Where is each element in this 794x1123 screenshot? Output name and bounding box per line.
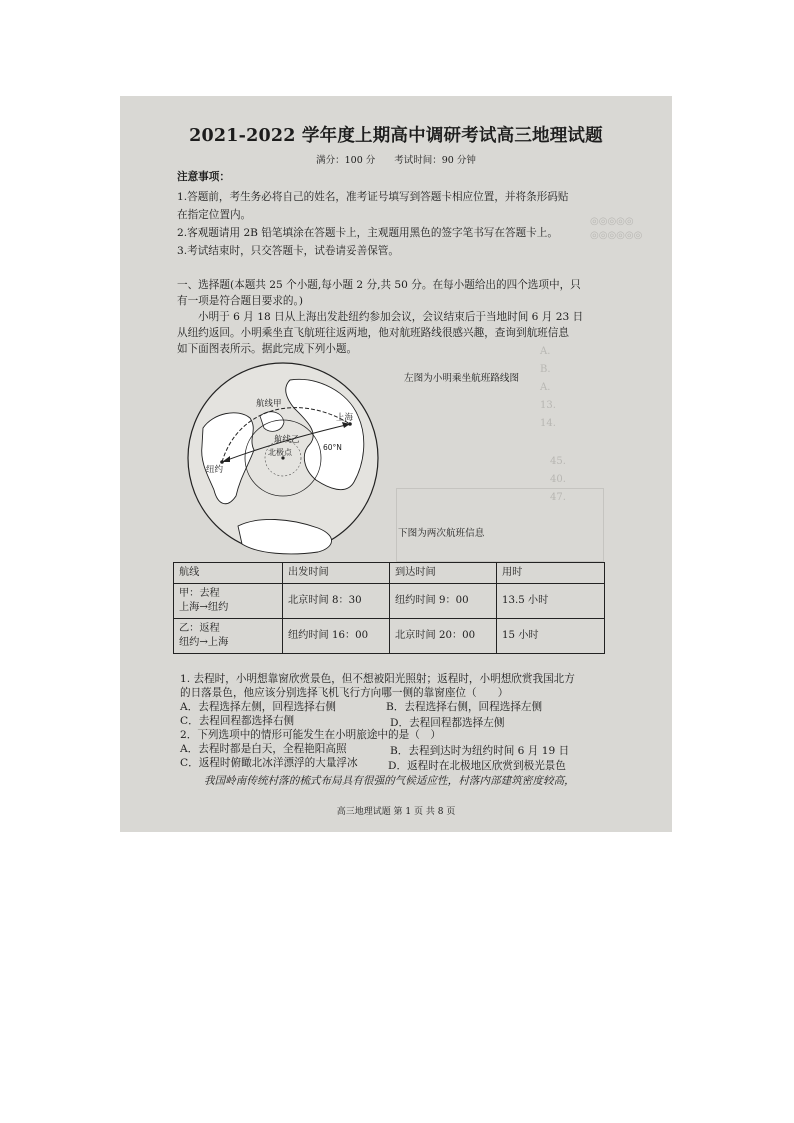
notice-item: 2.客观题请用 2B 铅笔填涂在答题卡上，主观题用黑色的签字笔书写在答题卡上。 xyxy=(177,227,558,239)
section-heading: 一、选择题(本题共 25 个小题,每小题 2 分,共 50 分。在每小题给出的四个选项中，只 xyxy=(177,279,581,291)
latitude-label: 60°N xyxy=(323,443,342,452)
duration-cell: 15 小时 xyxy=(497,619,605,654)
question-1-stem: 的日落景色，他应该分别选择飞机飞行方向哪一侧的靠窗座位（ ） xyxy=(180,687,509,699)
north-pole-label: 北极点 xyxy=(268,448,292,457)
intro-text: 从纽约返回。小明乘坐直飞航班往返两地，他对航班路线很感兴趣，查询到航班信息 xyxy=(177,327,569,339)
route-b-label: 航线乙 xyxy=(274,435,300,445)
route-path: 上海→纽约 xyxy=(179,602,229,613)
page-footer: 高三地理试题 第 1 页 共 8 页 xyxy=(336,807,456,817)
notice-heading: 注意事项： xyxy=(177,171,230,183)
notice-item: 3.考试结束时，只交答题卡，试卷请妥善保管。 xyxy=(177,245,399,257)
option-b: B．去程到达时为纽约时间 6 月 19 日 xyxy=(390,745,570,757)
option-a: A．去程时都是白天，全程艳阳高照 xyxy=(180,743,347,755)
exam-paper-photo: ◎◎◎◎◎ ◎◎◎◎◎◎ A. B. A. 13. 14. 45. 40. 47. 2021-2022 学年度上期高中调研考试高三地理试题 满分：100 分 考试时间：90 分钟 注意事项： 1.答题前，考生务必将自己的姓名，准考证号填写到答题卡相应位置，并将条形码贴 在指定位置内。 2.客观题请用 2B 铅笔填涂在答题卡上，主观题用黑色的签字笔书写在答题卡上。 3.考试结束时，只交答题卡，试卷请妥善保管。 一、选择题(本题共 25 个小题,每小题 2 分,共 50 分。在每小题给出的四个选项中，只 有一项是符合题目要求的。) 小明于 6 月 18 日从上海出发赴纽约参加会议，会议结束后于当地时间 6 月 23 日 从纽约返回。小明乘坐直飞航班往返两地，他对航班路线很感兴趣，查询到航班信息 如下面图表所示。据此完成下列小题。 航线甲 航线乙 上海 纽约 北极点 60°N 左图为小明乘坐航班路线图 下图为两次航班信息 航线 出发时间 到达时间 用时 甲：去程 上海→纽约 北京时间 8：30 纽约时间 9：00 13.5 小时 乙：返程 纽约→上海 纽约时间 16：00 北京时间 20：00 15 小时 1. 去程时，小明想靠窗欣赏景色，但不想被阳光照射；返程时，小明想欣赏我国北方 的日落景色，他应该分别选择飞机飞行方向哪一侧的靠窗座位（ ） A．去程选择左侧，回程选择右侧 B．去程选择右侧，回程选择左侧 C．去程回程都选择右侧 D．去程回程都选择左侧 2．下列选项中的情形可能发生在小明旅途中的是（ ） A．去程时都是白天，全程艳阳高照 B．去程到达时为纽约时间 6 月 19 日 C．返程时俯瞰北冰洋漂浮的大量浮冰 D．返程时在北极地区欣赏到极光景色 我国岭南传统村落的梳式布局具有很强的气候适应性，村落内部建筑密度较高， 高三地理试题 第 1 页 共 8 页 xyxy=(120,96,672,832)
intro-text: 如下面图表所示。据此完成下列小题。 xyxy=(177,343,358,355)
flight-info-table xyxy=(173,562,605,654)
route-cell xyxy=(174,619,283,654)
notice-item: 在指定位置内。 xyxy=(177,209,252,221)
arrive-cell: 纽约时间 9：00 xyxy=(390,584,497,619)
table-header-row xyxy=(174,563,605,584)
table-header: 用时 xyxy=(497,563,605,584)
table-header: 到达时间 xyxy=(390,563,497,584)
next-passage: 我国岭南传统村落的梳式布局具有很强的气候适应性，村落内部建筑密度较高， xyxy=(204,775,575,787)
newyork-label: 纽约 xyxy=(206,465,224,475)
duration-cell: 13.5 小时 xyxy=(497,584,605,619)
route-a-label: 航线甲 xyxy=(256,399,282,409)
route-name: 甲：去程 xyxy=(179,588,220,599)
table-caption: 下图为两次航班信息 xyxy=(398,528,485,539)
option-c: C．去程回程都选择右侧 xyxy=(180,715,295,727)
table-row xyxy=(174,584,605,619)
exam-title: 2021-2022 学年度上期高中调研考试高三地理试题 xyxy=(189,126,603,146)
polar-route-map xyxy=(178,358,388,558)
table-header: 出发时间 xyxy=(283,563,390,584)
notice-item: 1.答题前，考生务必将自己的姓名，准考证号填写到答题卡相应位置，并将条形码贴 xyxy=(177,191,569,203)
route-path: 纽约→上海 xyxy=(179,637,229,648)
arrive-cell: 北京时间 20：00 xyxy=(390,619,497,654)
depart-cell: 纽约时间 16：00 xyxy=(283,619,390,654)
question-2-stem: 2．下列选项中的情形可能发生在小明旅途中的是（ ） xyxy=(180,729,441,741)
option-a: A．去程选择左侧，回程选择右侧 xyxy=(180,701,336,713)
question-1-stem: 1. 去程时，小明想靠窗欣赏景色，但不想被阳光照射；返程时，小明想欣赏我国北方 xyxy=(180,673,575,685)
route-cell xyxy=(174,584,283,619)
table-row xyxy=(174,619,605,654)
depart-cell: 北京时间 8：30 xyxy=(283,584,390,619)
shanghai-label: 上海 xyxy=(336,413,354,423)
route-name: 乙：返程 xyxy=(179,623,220,634)
option-d: D．返程时在北极地区欣赏到极光景色 xyxy=(388,760,566,772)
option-c: C．返程时俯瞰北冰洋漂浮的大量浮冰 xyxy=(180,757,358,769)
intro-text: 小明于 6 月 18 日从上海出发赴纽约参加会议，会议结束后于当地时间 6 月 23 日 xyxy=(198,311,584,323)
section-heading: 有一项是符合题目要求的。) xyxy=(177,295,303,307)
map-caption: 左图为小明乘坐航班路线图 xyxy=(404,373,520,384)
option-b: B．去程选择右侧，回程选择左侧 xyxy=(386,701,543,713)
table-header: 航线 xyxy=(174,563,283,584)
exam-subtitle: 满分：100 分 考试时间：90 分钟 xyxy=(316,155,476,166)
option-d: D．去程回程都选择左侧 xyxy=(390,717,505,729)
ghost-frame xyxy=(396,488,604,562)
